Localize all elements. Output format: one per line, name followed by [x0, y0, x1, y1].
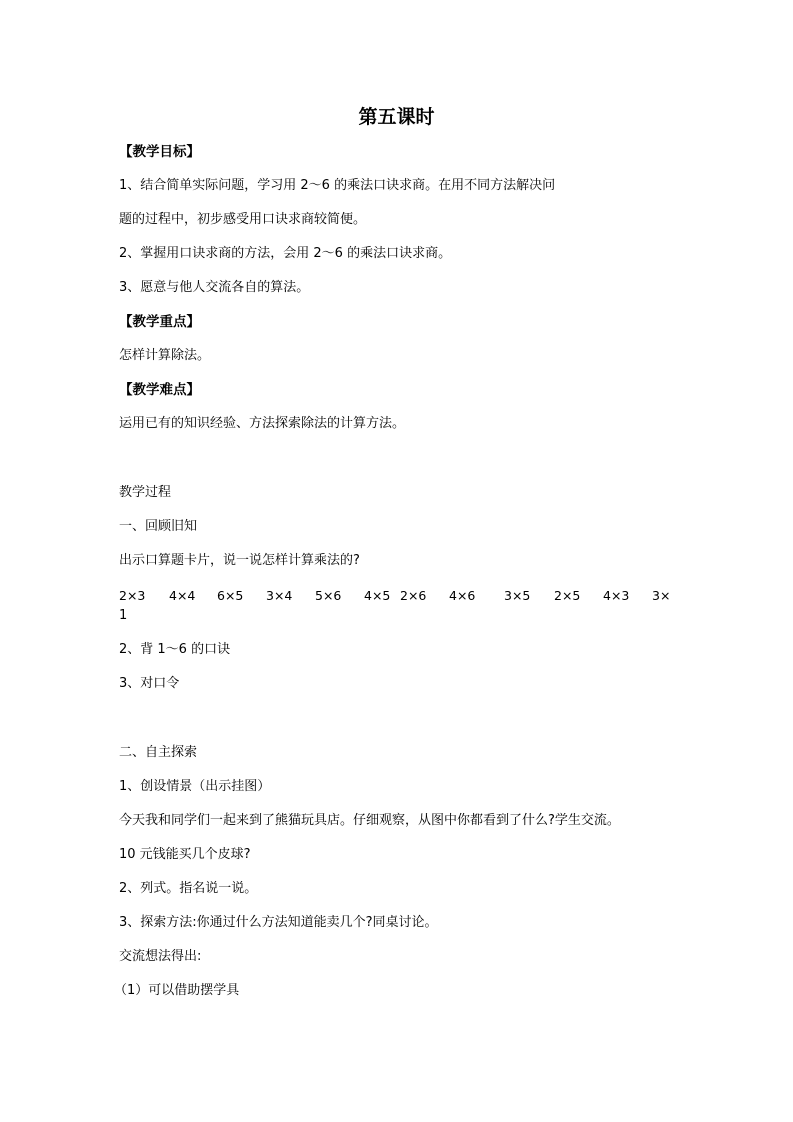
card-item: 4×3 [603, 588, 630, 603]
objective-2: 2、掌握用口诀求商的方法，会用 2～6 的乘法口诀求商。 [119, 246, 452, 261]
card-item: 3×4 [266, 588, 293, 603]
card-item: 4×6 [449, 588, 476, 603]
card-item: 4×5 [364, 588, 391, 603]
card-item: 3× [652, 588, 671, 603]
card-item: 2×3 [119, 588, 146, 603]
review-heading: 一、回顾旧知 [119, 519, 198, 534]
key-points-heading: 【教学重点】 [119, 314, 200, 330]
oral-calculation-cards [119, 587, 679, 605]
objectives-heading: 【教学目标】 [119, 144, 200, 160]
objective-1-line-2: 题的过程中，初步感受用口诀求商较简便。 [119, 212, 367, 227]
card-item: 2×5 [554, 588, 581, 603]
key-points-text: 怎样计算除法。 [119, 348, 211, 363]
card-item: 5×6 [315, 588, 342, 603]
difficulties-text: 运用已有的知识经验、方法探索除法的计算方法。 [119, 416, 406, 431]
card-item: 6×5 [217, 588, 244, 603]
card-item: 4×4 [169, 588, 196, 603]
explore-scene: 今天我和同学们一起来到了熊猫玩具店。仔细观察，从图中你都看到了什么?学生交流。 [119, 813, 620, 828]
explore-item-1: 1、创设情景（出示挂图） [119, 779, 271, 794]
explore-question: 10 元钱能买几个皮球? [119, 847, 251, 862]
objective-3: 3、愿意与他人交流各自的算法。 [119, 280, 310, 295]
card-item: 2×6 [400, 588, 427, 603]
explore-item-3: 3、探索方法:你通过什么方法知道能卖几个?同桌讨论。 [119, 915, 438, 930]
review-item-3: 3、对口令 [119, 676, 180, 691]
exchange-text: 交流想法得出: [119, 949, 202, 964]
review-prompt: 出示口算题卡片，说一说怎样计算乘法的? [119, 553, 360, 568]
process-heading: 教学过程 [119, 485, 172, 500]
objective-1-line-1: 1、结合简单实际问题，学习用 2～6 的乘法口诀求商。在用不同方法解决问 [119, 178, 556, 193]
cards-wrap: 1 [119, 608, 128, 623]
review-item-2: 2、背 1～6 的口诀 [119, 642, 231, 657]
card-item: 3×5 [504, 588, 531, 603]
explore-heading: 二、自主探索 [119, 745, 198, 760]
difficulties-heading: 【教学难点】 [119, 382, 200, 398]
page-title: 第五课时 [358, 106, 435, 128]
method-1: （1）可以借助摆学具 [114, 983, 240, 998]
explore-item-2: 2、列式。指名说一说。 [119, 881, 258, 896]
